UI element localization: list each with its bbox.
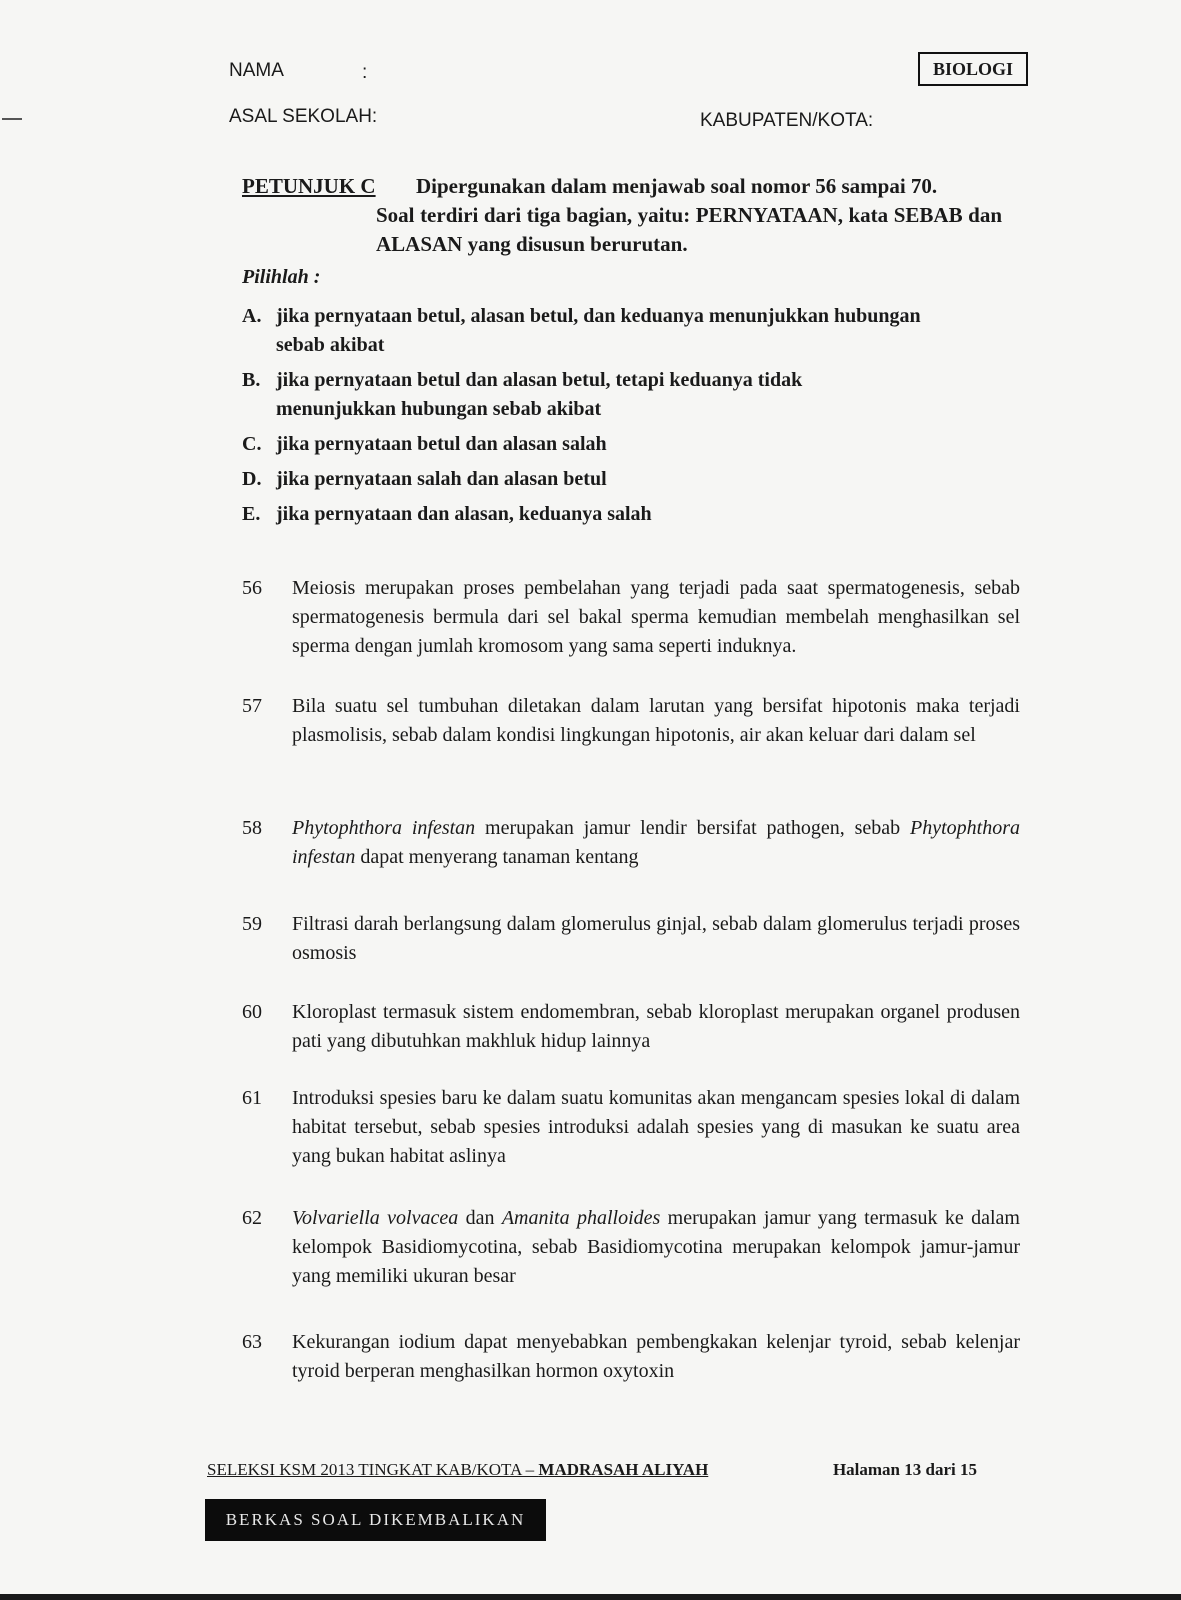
subject-box: BIOLOGI [918, 52, 1028, 86]
question-text-part: merupakan jamur yang termasuk ke dalam kelompok Basidiomycotina, sebab Basidiomycotina merupakan kelompok jamur-jamur yang memiliki ukuran besar [292, 1207, 1020, 1287]
question-text [292, 1204, 1020, 1291]
nama-label: NAMA [229, 60, 284, 81]
option-text: jika pernyataan betul dan alasan salah [276, 433, 607, 455]
answer-options [242, 302, 922, 535]
species-name: Amanita phalloides [501, 1207, 661, 1229]
question-text: Kekurangan iodium dapat menyebabkan pembengkakan kelenjar tyroid, sebab kelenjar tyroid berperan menghasilkan hormon oxytoxin [292, 1331, 1020, 1382]
question-number: 59 [242, 913, 262, 935]
instruction-block [242, 172, 1002, 259]
question-number: 63 [242, 1331, 262, 1353]
question-text-part: dan [458, 1207, 502, 1229]
question-number: 61 [242, 1087, 262, 1109]
option-text: jika pernyataan betul, alasan betul, dan keduanya menunjukkan hubungan sebab akibat [276, 305, 921, 356]
question-text: Introduksi spesies baru ke dalam suatu komunitas akan mengancam spesies lokal di dalam habitat tersebut, sebab spesies introduksi adalah spesies yang di masukan ke suatu area yang bukan habitat aslinya [292, 1087, 1020, 1167]
page-number: Halaman 13 dari 15 [832, 1460, 977, 1479]
question-60 [242, 998, 1020, 1056]
option-letter: D. [242, 468, 262, 490]
question-text: Filtrasi darah berlangsung dalam glomerulus ginjal, sebab dalam glomerulus terjadi proses osmosis [292, 913, 1020, 964]
question-text-part: dapat menyerang tanaman kentang [355, 846, 639, 868]
question-text: Kloroplast termasuk sistem endomembran, sebab kloroplast merupakan organel produsen pati yang dibutuhkan makhluk hidup lainnya [292, 1001, 1020, 1052]
option-text: jika pernyataan dan alasan, keduanya salah [276, 503, 652, 525]
question-63 [242, 1328, 1020, 1386]
species-name: Phytophthora infestan [292, 817, 1021, 868]
return-stamp: BERKAS SOAL DIKEMBALIKAN [205, 1499, 546, 1541]
option-letter: C. [242, 433, 262, 455]
option-letter: E. [242, 503, 261, 525]
option-b [242, 366, 922, 424]
question-text [292, 814, 1020, 872]
question-59 [242, 910, 1020, 968]
instruction-label: PETUNJUK C [242, 174, 376, 198]
option-a [242, 302, 922, 360]
scan-edge [0, 1594, 1181, 1600]
question-number: 60 [242, 1001, 262, 1023]
question-number: 62 [242, 1207, 262, 1229]
instruction-line1: Dipergunakan dalam menjawab soal nomor 56 sampai 70. [416, 174, 938, 198]
question-56 [242, 574, 1020, 661]
option-e [242, 500, 922, 529]
option-text: jika pernyataan salah dan alasan betul [276, 468, 607, 490]
footer-exam-level: SELEKSI KSM 2013 TINGKAT KAB/KOTA – [207, 1460, 539, 1479]
option-d [242, 465, 922, 494]
footer-exam-title [207, 1460, 708, 1480]
question-62 [242, 1204, 1020, 1291]
question-text: Bila suatu sel tumbuhan diletakan dalam larutan yang bersifat hipotonis maka terjadi plasmolisis, sebab dalam kondisi lingkungan hipotonis, air akan keluar dari dalam sel [292, 695, 1020, 746]
question-number: 56 [242, 577, 262, 599]
pilihlah-label: Pilihlah : [242, 266, 321, 288]
question-61 [242, 1084, 1020, 1171]
species-name: Volvariella volvacea [292, 1207, 459, 1229]
footer-school-type: MADRASAH ALIYAH [538, 1460, 709, 1479]
school-label: ASAL SEKOLAH: [229, 106, 378, 127]
question-57 [242, 692, 1020, 750]
page-footer [207, 1460, 977, 1480]
question-text-part: merupakan jamur lendir bersifat pathogen, sebab [475, 817, 911, 839]
option-letter: B. [242, 369, 261, 391]
question-number: 58 [242, 817, 262, 839]
question-number: 57 [242, 695, 262, 717]
instruction-line2: Soal terdiri dari tiga bagian, yaitu: PERNYATAAN, kata SEBAB dan ALASAN yang disusun berurutan. [376, 203, 1002, 256]
city-label: KABUPATEN/KOTA: [700, 110, 874, 131]
question-text: Meiosis merupakan proses pembelahan yang terjadi pada saat spermatogenesis, sebab spermatogenesis bermula dari sel bakal sperma kemudian membelah menghasilkan sel sperma dengan jumlah kromosom yang sama seperti induknya. [292, 577, 1020, 657]
option-letter: A. [242, 305, 262, 327]
scan-mark [2, 118, 22, 120]
species-name: Phytophthora infestan [292, 817, 476, 839]
question-58 [242, 814, 1020, 872]
option-text: jika pernyataan betul dan alasan betul, tetapi keduanya tidak menunjukkan hubungan sebab akibat [276, 369, 803, 420]
option-c [242, 430, 922, 459]
nama-colon: : [362, 62, 368, 83]
